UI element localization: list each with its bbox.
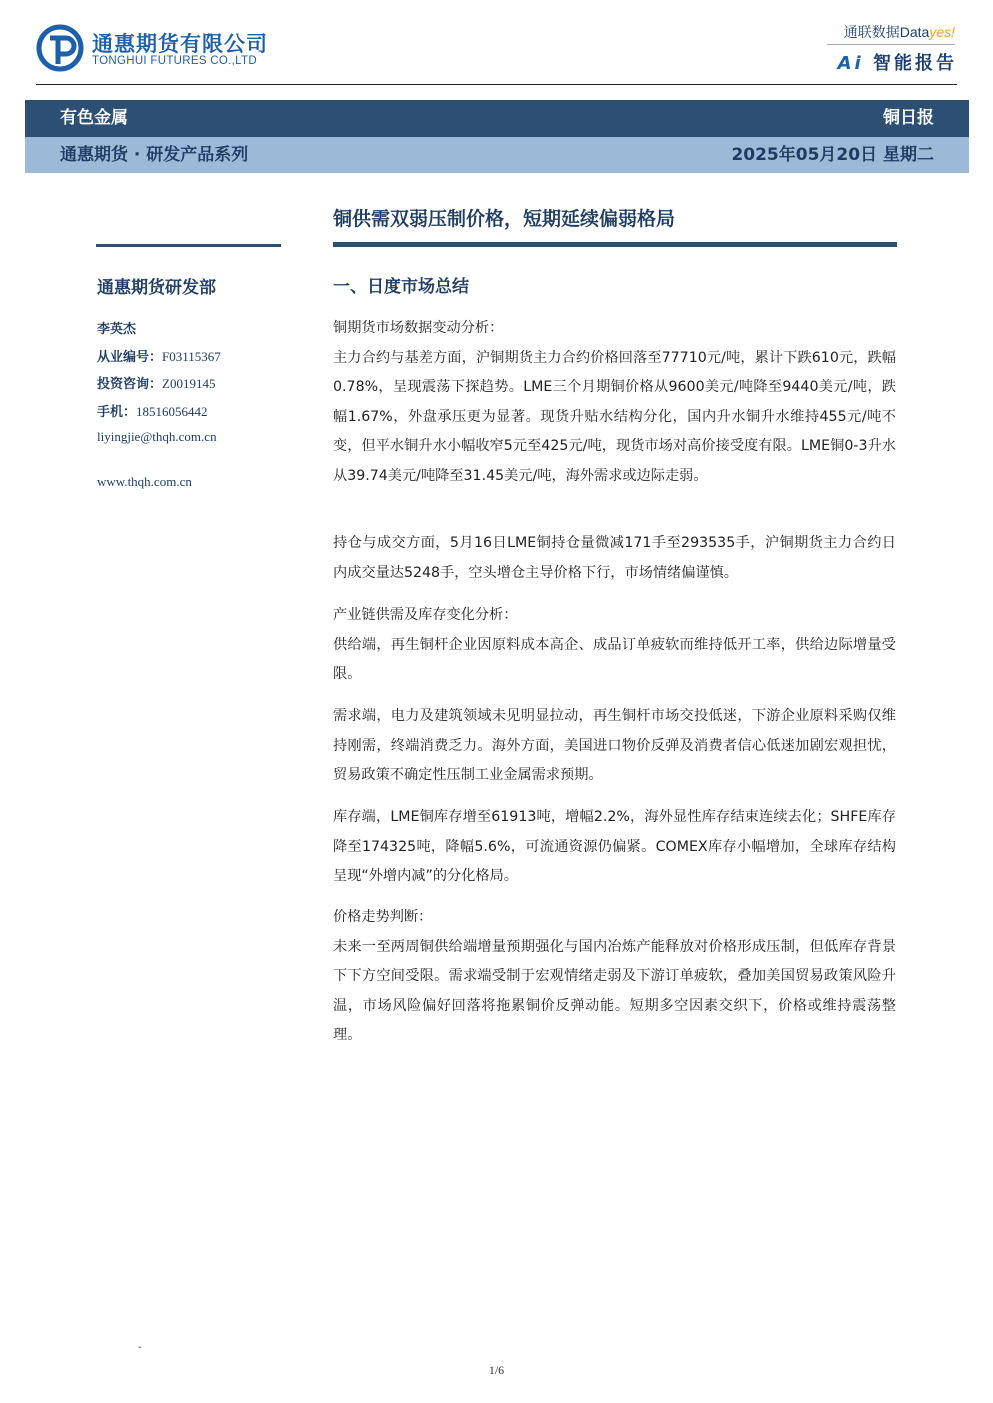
brand-ai-report <box>838 49 957 75</box>
analyst-name-text: 李英杰 <box>97 322 137 337</box>
paragraph-supply: 供给端，再生铜杆企业因原料成本高企、成品订单疲软而维持低开工率，供给边际增量受限。 <box>333 636 896 683</box>
brand-prefix: 通联数据 <box>843 24 900 40</box>
brand-ai: Ai <box>837 53 864 74</box>
phone-number <box>97 401 208 420</box>
paragraph-price-basis: 主力合约与基差方面，沪铜期货主力合约价格回落至77710元/吨，累计下跌610元，跌幅0.78%，呈现震荡下探趋势。LME三个月期铜价格从9600美元/吨降至9440美元/吨，跌幅1.67%，外盘承压更为显著。现货升贴水结构分化，国内升水铜升水维持455元/吨不变，但平水铜升水小幅收窄5元至425元/吨，现货市场对高价接受度有限。LME铜0-3升水从39.74美元/吨降至31.45美元/吨，海外需求或边际走弱。 <box>333 349 896 484</box>
brand-yes: yes! <box>929 24 955 40</box>
license-number <box>97 346 221 365</box>
page-number: 1/6 <box>488 1363 505 1377</box>
paragraph-subheading: 产业链供需及库存变化分析： <box>333 607 518 623</box>
body-paragraph <box>333 314 896 492</box>
paragraph-inventory: 库存端，LME铜库存增至61913吨，增幅2.2%，海外显性库存结束连续去化；SHFE库存降至174325吨，降幅5.6%，可流通资源仍偏紧。COMEX库存小幅增加，全球库存结构呈现“外增内减”的分化格局。 <box>333 809 896 885</box>
paragraph-subheading: 铜期货市场数据变动分析： <box>333 320 504 336</box>
body-paragraph <box>333 803 896 892</box>
brand-divider <box>827 44 955 45</box>
series-band <box>25 137 969 173</box>
phone-label: 手机： <box>97 405 137 420</box>
footer-mark: - <box>138 1342 142 1353</box>
page-header <box>0 0 993 100</box>
sidebar-divider <box>96 244 281 247</box>
department-name: 通惠期货研发部 <box>97 278 216 298</box>
analyst-name <box>97 318 136 337</box>
company-logo-icon <box>36 24 84 72</box>
company-name-en: TONGHUI FUTURES CO.,LTD <box>92 55 257 67</box>
category-band <box>25 100 969 137</box>
category-label: 有色金属 <box>60 108 128 128</box>
brand-data: Data <box>899 24 930 40</box>
company-name-cn: 通惠期货有限公司 <box>92 32 268 56</box>
consult-label: 投资咨询： <box>97 377 163 392</box>
series-label: 通惠期货 · 研发产品系列 <box>60 145 249 165</box>
paragraph-demand: 需求端，电力及建筑领域未见明显拉动，再生铜杆市场交投低迷，下游企业原料采购仅维持刚需，终端消费乏力。海外方面，美国进口物价反弹及消费者信心低迷加剧宏观担忧，贸易政策不确定性压制工业金属需求预期。 <box>333 708 896 784</box>
phone-value: 18516056442 <box>136 404 208 419</box>
email-link[interactable]: liyingjie@thqh.com.cn <box>97 429 217 444</box>
brand-datayes <box>844 22 955 42</box>
section-heading: 一、日度市场总结 <box>333 277 469 297</box>
body-paragraph <box>333 702 896 791</box>
body-paragraph <box>333 903 896 1051</box>
website-link[interactable]: www.thqh.com.cn <box>97 474 192 489</box>
header-divider <box>36 84 957 85</box>
paragraph-outlook: 未来一至两周铜供给端增量预期强化与国内冶炼产能释放对价格形成压制，但低库存背景下下方空间受限。需求端受制于宏观情绪走弱及下游订单疲软，叠加美国贸易政策风险升温，市场风险偏好回落将拖累铜价反弹动能。短期多空因素交织下，价格或维持震荡整理。 <box>333 938 896 1044</box>
email-address[interactable] <box>97 429 217 445</box>
title-divider <box>333 242 897 247</box>
paragraph-subheading: 价格走势判断： <box>333 909 433 925</box>
consult-number <box>97 373 215 392</box>
paragraph-positions: 持仓与成交方面，5月16日LME铜持仓量微减171手至293535手，沪铜期货主力合约日内成交量达5248手，空头增仓主导价格下行，市场情绪偏谨慎。 <box>333 535 896 581</box>
website[interactable] <box>97 474 192 490</box>
body-paragraph <box>333 601 896 690</box>
consult-value: Z0019145 <box>162 376 216 391</box>
license-value: F03115367 <box>162 349 221 364</box>
report-type-label: 铜日报 <box>883 108 934 128</box>
license-label: 从业编号： <box>97 350 163 365</box>
body-paragraph <box>333 529 896 588</box>
report-title: 铜供需双弱压制价格，短期延续偏弱格局 <box>333 208 676 230</box>
report-date: 2025年05月20日 星期二 <box>731 145 934 165</box>
brand-report: 智能报告 <box>873 53 957 74</box>
